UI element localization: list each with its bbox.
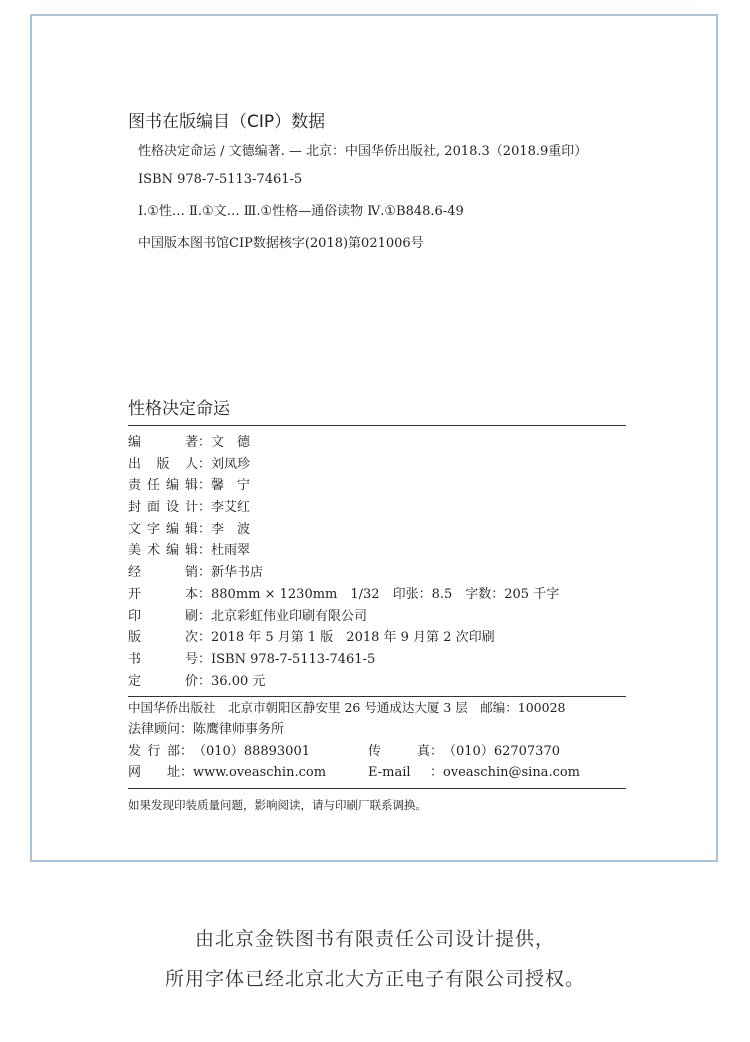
- detail-label: 美术编辑: [128, 543, 198, 559]
- detail-label: 定价: [128, 673, 198, 689]
- counsel-label: 法律顾问: [128, 721, 181, 737]
- detail-row: 出版人：刘凤珍: [128, 454, 626, 476]
- detail-value: 880mm × 1230mm 1/32 印张：8.5 字数：205 千字: [211, 586, 560, 602]
- cip-record-number: 中国版本图书馆CIP数据核字(2018)第021006号: [138, 236, 424, 251]
- detail-row: 版次：2018 年 5 月第 1 版 2018 年 9 月第 2 次印刷: [128, 627, 626, 649]
- detail-label: 编著: [128, 435, 198, 450]
- quality-notice: 如果发现印装质量问题，影响阅读，请与印刷厂联系调换。: [128, 798, 427, 812]
- detail-value: 李 波: [211, 521, 251, 537]
- detail-label: 经销: [128, 565, 198, 581]
- contact-label: E-mail: [368, 765, 411, 781]
- email-value: oveaschin@sina.com: [443, 765, 581, 781]
- cip-isbn: ISBN 978-7-5113-7461-5: [138, 172, 303, 187]
- detail-value: 李艾红: [211, 500, 251, 516]
- detail-label: 责任编辑: [128, 478, 198, 494]
- contact-label: 传真: [368, 743, 430, 759]
- detail-value: ISBN 978-7-5113-7461-5: [211, 651, 376, 667]
- book-title: 性格决定命运: [128, 394, 626, 426]
- detail-label: 开本: [128, 586, 198, 602]
- detail-row: 印刷：北京彩虹伟业印刷有限公司: [128, 606, 626, 628]
- detail-row: 书号：ISBN 978-7-5113-7461-5: [128, 649, 626, 671]
- cip-block: [128, 112, 628, 266]
- detail-row: 责任编辑：馨 宁: [128, 475, 626, 497]
- detail-value: 文 德: [211, 435, 251, 450]
- detail-row: 开本：880mm × 1230mm 1/32 印张：8.5 字数：205 千字: [128, 584, 626, 606]
- detail-value: 新华书店: [211, 565, 264, 581]
- detail-row: 美术编辑：杜雨翠: [128, 540, 626, 562]
- contact-label: 发行部: [128, 743, 180, 759]
- footer-line-1: 由北京金铁图书有限责任公司设计提供，: [194, 928, 555, 950]
- contact-value: （010）62707370: [443, 743, 560, 759]
- book-info: [128, 394, 626, 813]
- footer-line-2: 所用字体已经北京北大方正电子有限公司授权。: [164, 968, 585, 990]
- detail-row: 经销：新华书店: [128, 562, 626, 584]
- detail-label: 版次: [128, 630, 198, 646]
- detail-row: 封面设计：李艾红: [128, 497, 626, 519]
- detail-row: 定价：36.00 元: [128, 671, 626, 693]
- detail-value: 36.00 元: [211, 673, 266, 689]
- cip-heading: 图书在版编目（CIP）数据: [128, 112, 326, 132]
- counsel-value: 陈鹰律师事务所: [193, 721, 285, 737]
- cip-classification: Ⅰ.①性… Ⅱ.①文… Ⅲ.①性格—通俗读物 Ⅳ.①B848.6-49: [138, 204, 464, 219]
- contact-label: 网址: [128, 765, 180, 781]
- detail-label: 书号: [128, 651, 198, 667]
- detail-label: 出版人: [128, 456, 198, 472]
- detail-value: 2018 年 5 月第 1 版 2018 年 9 月第 2 次印刷: [211, 630, 495, 646]
- detail-value: 馨 宁: [211, 478, 251, 494]
- detail-value: 刘凤珍: [211, 456, 251, 472]
- legal-counsel-row: 法律顾问：陈鹰律师事务所: [128, 721, 285, 737]
- detail-label: 封面设计: [128, 500, 198, 516]
- contact-value: （010）88893001: [193, 743, 310, 759]
- cip-entry: 性格决定命运 / 文德编著. — 北京：中国华侨出版社, 2018.3（2018.9重印）: [138, 144, 588, 159]
- detail-value: 北京彩虹伟业印刷有限公司: [211, 608, 368, 624]
- detail-row: 编著：文 德: [128, 432, 626, 454]
- publisher-line: 中国华侨出版社 北京市朝阳区静安里 26 号通成达大厦 3 层 邮编：100028: [128, 700, 566, 716]
- contact-row: 网址：www.oveaschin.com E-mail ：oveaschin@sina.com: [128, 762, 626, 784]
- detail-value: 杜雨翠: [211, 543, 251, 559]
- detail-label: 文字编辑: [128, 521, 198, 537]
- contact-row: 发行部：（010）88893001 传真：（010）62707370: [128, 741, 626, 763]
- detail-label: 印刷: [128, 608, 198, 624]
- website-value: www.oveaschin.com: [193, 765, 327, 781]
- detail-row: 文字编辑：李 波: [128, 519, 626, 541]
